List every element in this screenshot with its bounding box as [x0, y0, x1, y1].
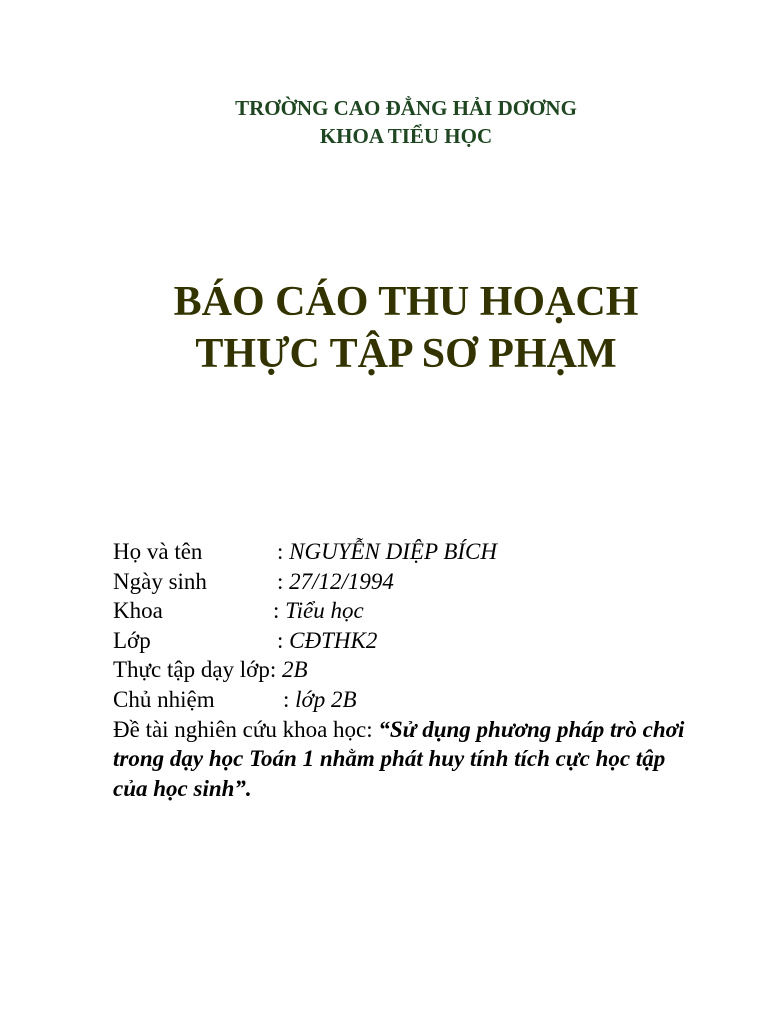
homeroom-value: lớp 2B [295, 686, 357, 712]
info-row-practice [113, 655, 693, 685]
topic-value: “Sử dụng phương pháp trò chơi trong dạy học Toán 1 nhằm phát huy tính tích cực học tập của học sinh”. [113, 716, 685, 801]
dob-value: 27/12/1994 [289, 568, 394, 594]
class-separator: : [277, 627, 284, 653]
faculty-separator: : [273, 598, 280, 624]
faculty-name: KHOA TIỂU HỌC [319, 124, 493, 148]
info-row-dob [113, 567, 693, 597]
info-row-topic [113, 715, 693, 804]
report-title [0, 276, 768, 380]
document-header [0, 94, 768, 150]
faculty-value: Tiểu học [285, 598, 364, 624]
dob-separator: : [277, 568, 284, 594]
info-row-class [113, 626, 693, 656]
homeroom-label: Chủ nhiệm [113, 686, 215, 712]
faculty-label: Khoa [113, 598, 163, 624]
name-value: NGUYỄN DIỆP BÍCH [289, 539, 497, 564]
info-row-homeroom [113, 685, 693, 715]
name-label: Họ và tên [113, 539, 203, 564]
info-row-faculty [113, 596, 693, 626]
homeroom-separator: : [283, 686, 290, 712]
student-info [113, 537, 693, 803]
practice-label: Thực tập dạy lớp: [113, 657, 277, 683]
report-title-line-2: THỰC TẬP SƠ PHẠM [195, 331, 617, 377]
name-separator: : [277, 539, 284, 564]
topic-label: Đề tài nghiên cứu khoa học: [113, 716, 373, 742]
practice-value: 2B [281, 657, 308, 683]
school-name: TRƠỜNG CAO ĐẲNG HẢI DƠƠNG [235, 96, 577, 120]
class-label: Lớp [113, 627, 151, 653]
class-value: CĐTHK2 [289, 627, 378, 653]
dob-label: Ngày sinh [113, 568, 207, 594]
report-title-line-1: BÁO CÁO THU HOẠCH [173, 279, 639, 325]
info-row-name [113, 537, 693, 567]
